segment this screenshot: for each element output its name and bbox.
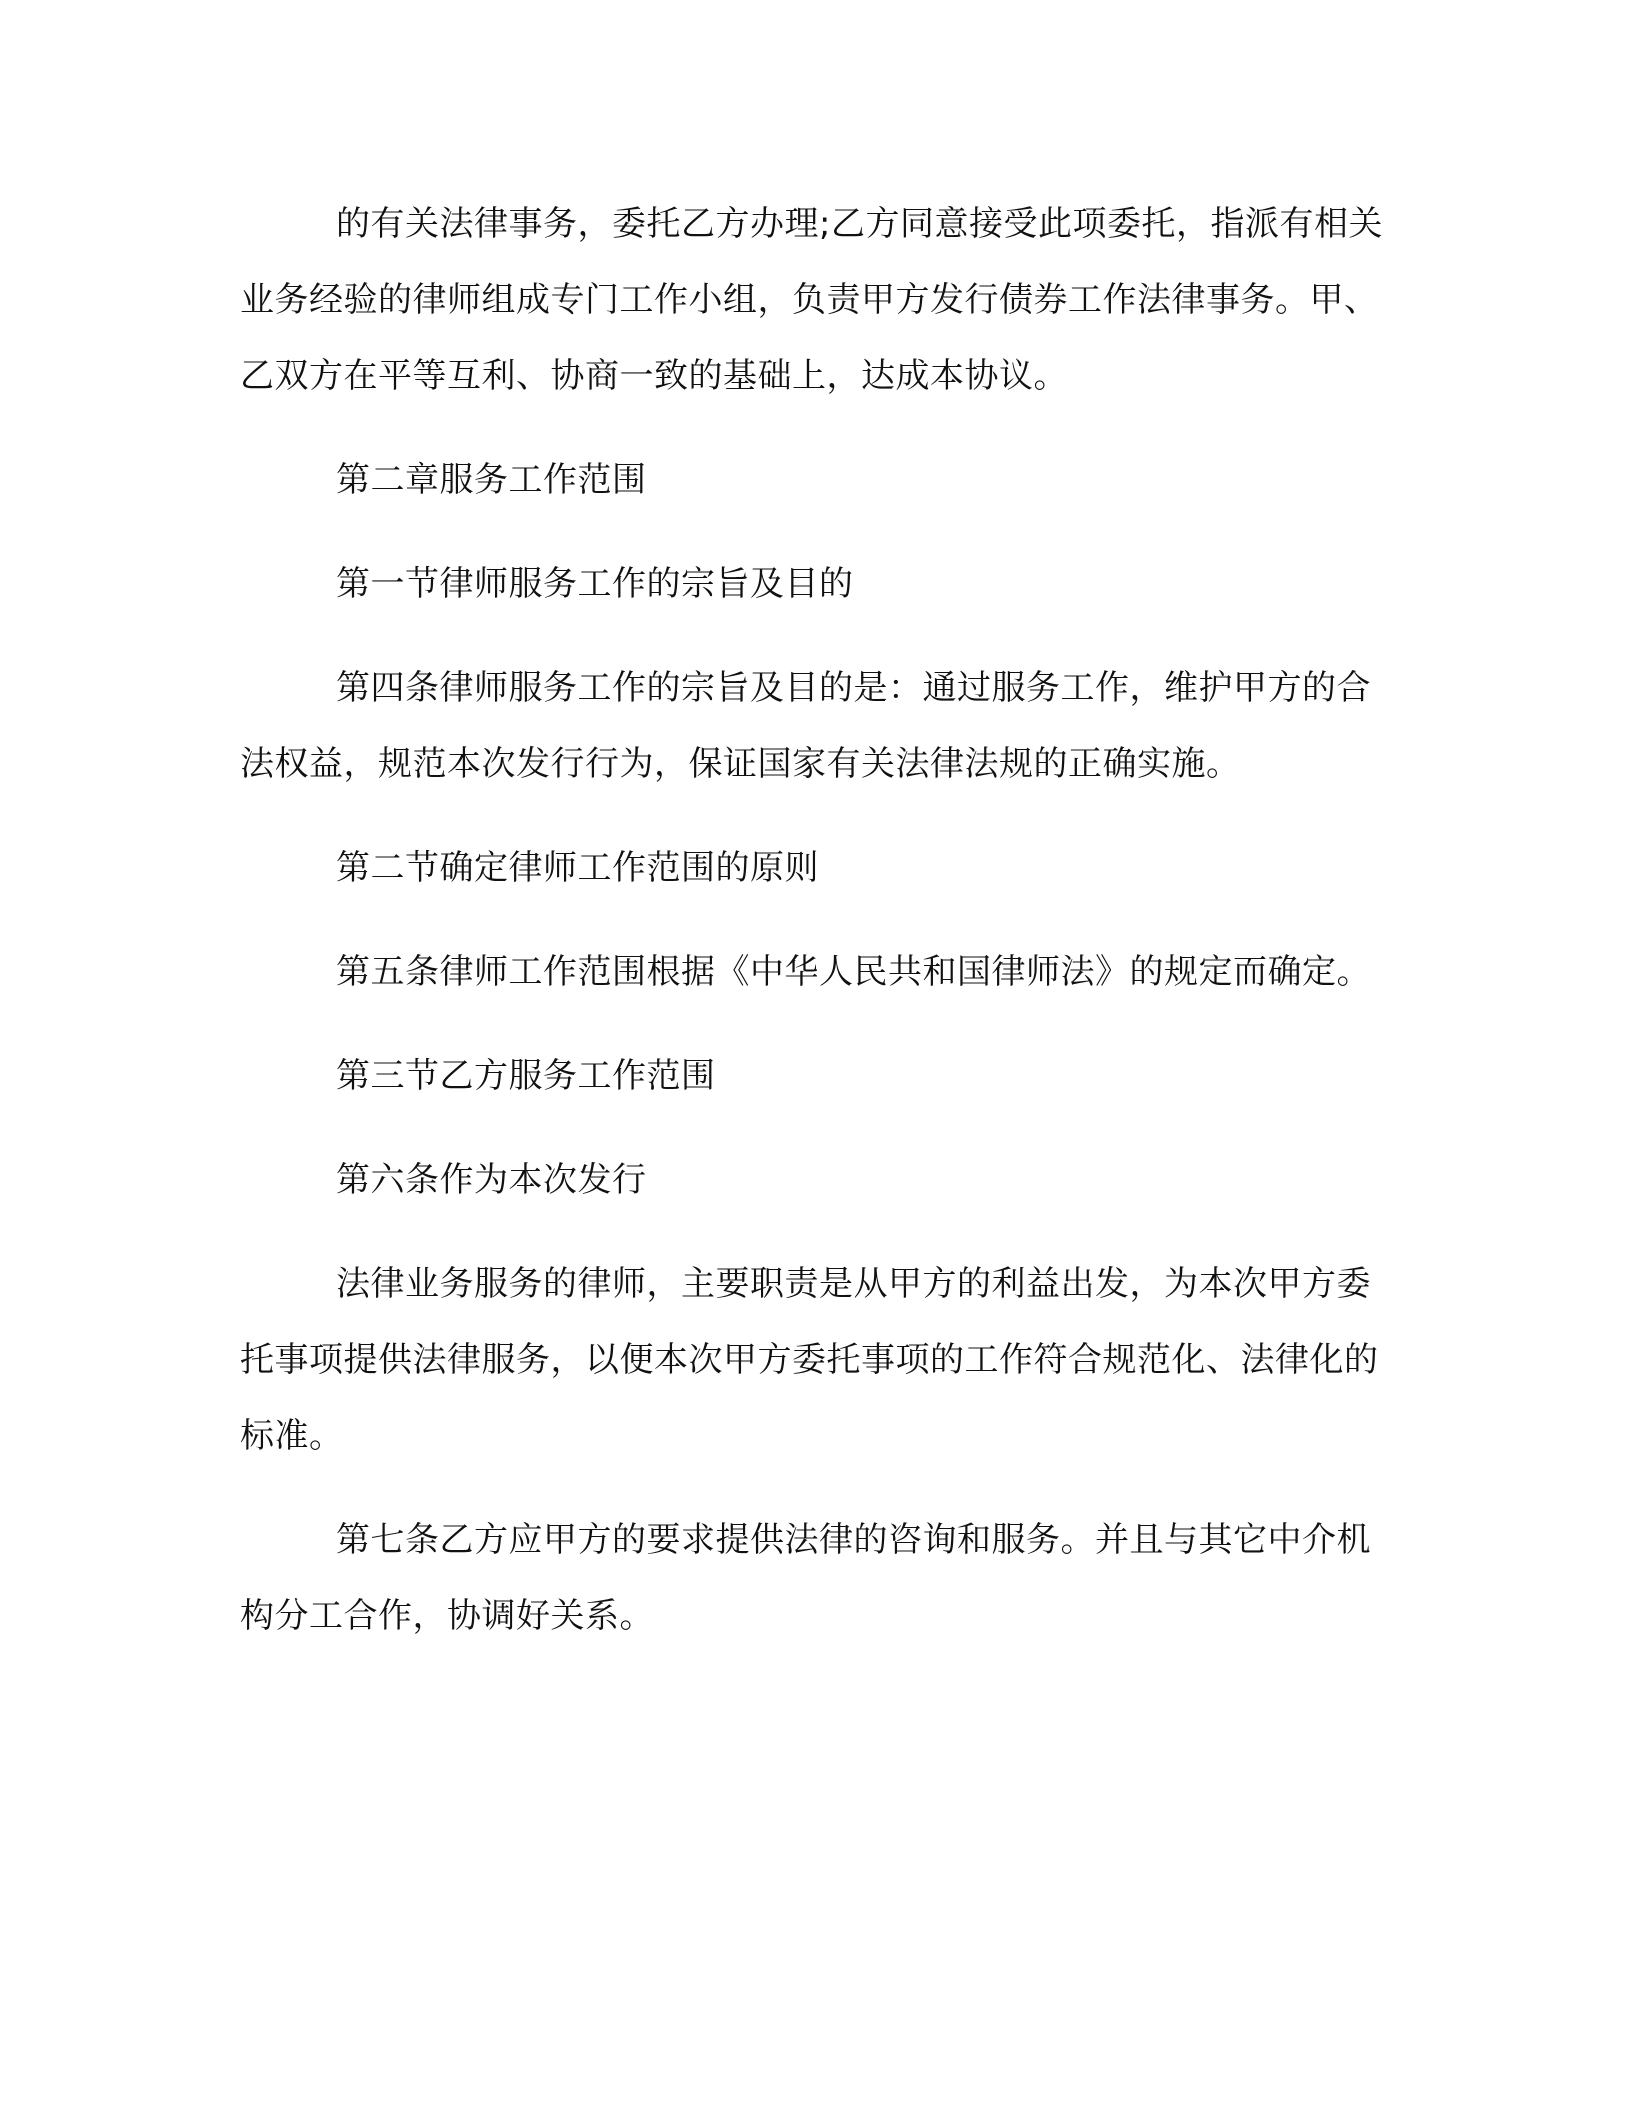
article-7: 第七条乙方应甲方的要求提供法律的咨询和服务。并且与其它中介机构分工合作，协调好关系。	[240, 1520, 1371, 1636]
article-5: 第五条律师工作范围根据《中华人民共和国律师法》的规定而确定。	[336, 952, 1371, 992]
section-heading-1: 第一节律师服务工作的宗旨及目的	[336, 564, 854, 604]
chapter-heading: 第二章服务工作范围	[336, 460, 647, 500]
article-6-body: 法律业务服务的律师，主要职责是从甲方的利益出发，为本次甲方委托事项提供法律服务，以便本次甲方委托事项的工作符合规范化、法律化的标准。	[240, 1264, 1379, 1456]
section-heading-2: 第二节确定律师工作范围的原则	[336, 848, 819, 888]
section-heading-3: 第三节乙方服务工作范围	[336, 1056, 716, 1096]
article-6: 第六条作为本次发行	[336, 1160, 647, 1200]
document-body	[240, 186, 1390, 1682]
paragraph-intro: 的有关法律事务，委托乙方办理;乙方同意接受此项委托，指派有相关业务经验的律师组成专门工作小组，负责甲方发行债券工作法律事务。甲、乙双方在平等互利、协商一致的基础上，达成本协议。	[240, 204, 1383, 396]
article-4: 第四条律师服务工作的宗旨及目的是：通过服务工作，维护甲方的合法权益，规范本次发行行为，保证国家有关法律法规的正确实施。	[240, 668, 1371, 784]
